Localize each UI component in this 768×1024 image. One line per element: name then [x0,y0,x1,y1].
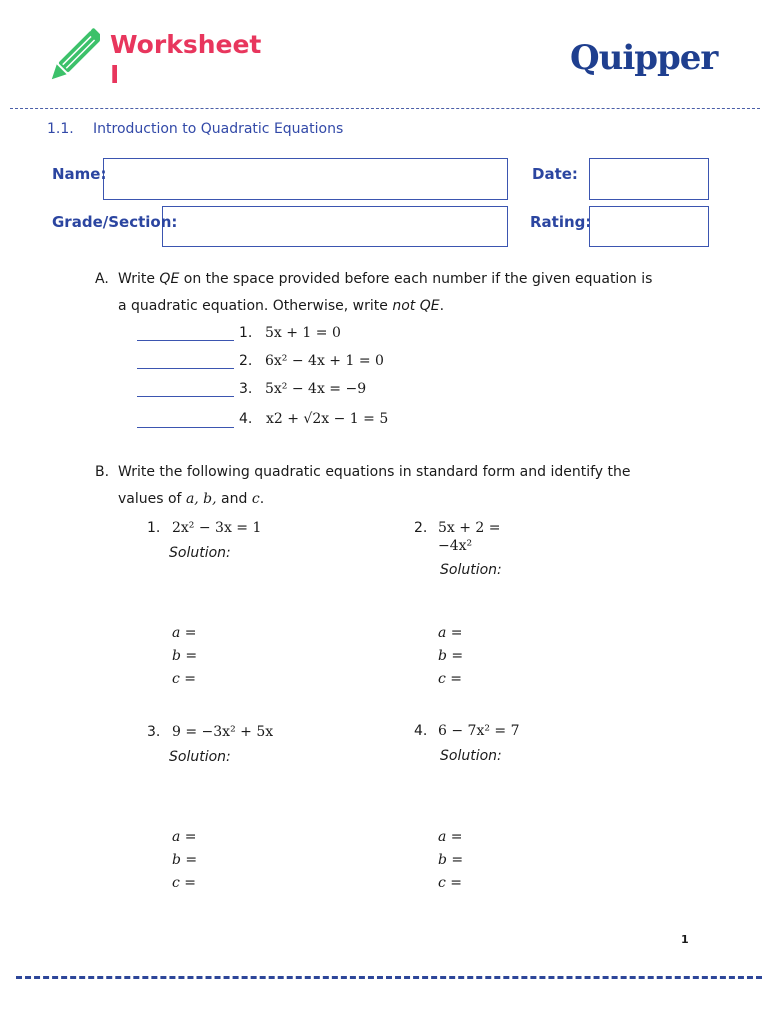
answer-blank-2[interactable] [137,367,234,369]
item-number: 2. [414,520,428,536]
equation: 5x + 1 = 0 [265,325,341,341]
item-number: 3. [239,381,253,397]
rating-label: Rating: [530,213,592,231]
part-b-letter: B. [95,464,110,480]
answer-blank-4[interactable] [137,426,234,428]
pencil-icon [46,28,100,88]
part-b-instruction: Write the following quadratic equations in standard form and identify the values of a, b, and c. [118,464,631,507]
item-number: 1. [239,325,253,341]
item-number: 3. [147,724,161,740]
grade-section-field[interactable] [162,206,508,247]
equation: 9 = −3x² + 5x [172,724,274,740]
solution-label: Solution: [169,545,231,561]
section-title: Introduction to Quadratic Equations [93,121,344,137]
equation: 5x + 2 = [438,520,501,536]
equation: 2x² − 3x = 1 [172,520,262,536]
equation-continued: −4x² [438,538,473,554]
header-divider [10,108,760,109]
grade-section-label: Grade/Section: [52,213,178,231]
coefficients: a = b = c = [172,625,198,687]
date-field[interactable] [589,158,709,200]
date-label: Date: [532,165,578,183]
equation: 5x² − 4x = −9 [265,381,367,397]
brand-logo: Quipper [570,38,718,78]
solution-label: Solution: [440,562,502,578]
coefficients: a = b = c = [172,829,198,891]
worksheet-title: Worksheet I [110,30,262,89]
footer-divider [16,976,762,979]
equation: 6 − 7x² = 7 [438,723,520,739]
part-a-letter: A. [95,271,109,287]
section-number: 1.1. [47,121,74,137]
name-field[interactable] [103,158,508,200]
item-number: 4. [414,723,428,739]
equation: x2 + √2x − 1 = 5 [266,411,389,427]
solution-label: Solution: [440,748,502,764]
item-number: 1. [147,520,161,536]
page-number: 1 [681,933,689,946]
part-a-instruction: Write QE on the space provided before each number if the given equation is a quadratic equation. Otherwise, write not QE. [118,271,653,314]
coefficients: a = b = c = [438,829,464,891]
answer-blank-3[interactable] [137,395,234,397]
rating-field[interactable] [589,206,709,247]
item-number: 2. [239,353,253,369]
coefficients: a = b = c = [438,625,464,687]
name-label: Name: [52,165,107,183]
equation: 6x² − 4x + 1 = 0 [265,353,384,369]
answer-blank-1[interactable] [137,339,234,341]
solution-label: Solution: [169,749,231,765]
item-number: 4. [239,411,253,427]
